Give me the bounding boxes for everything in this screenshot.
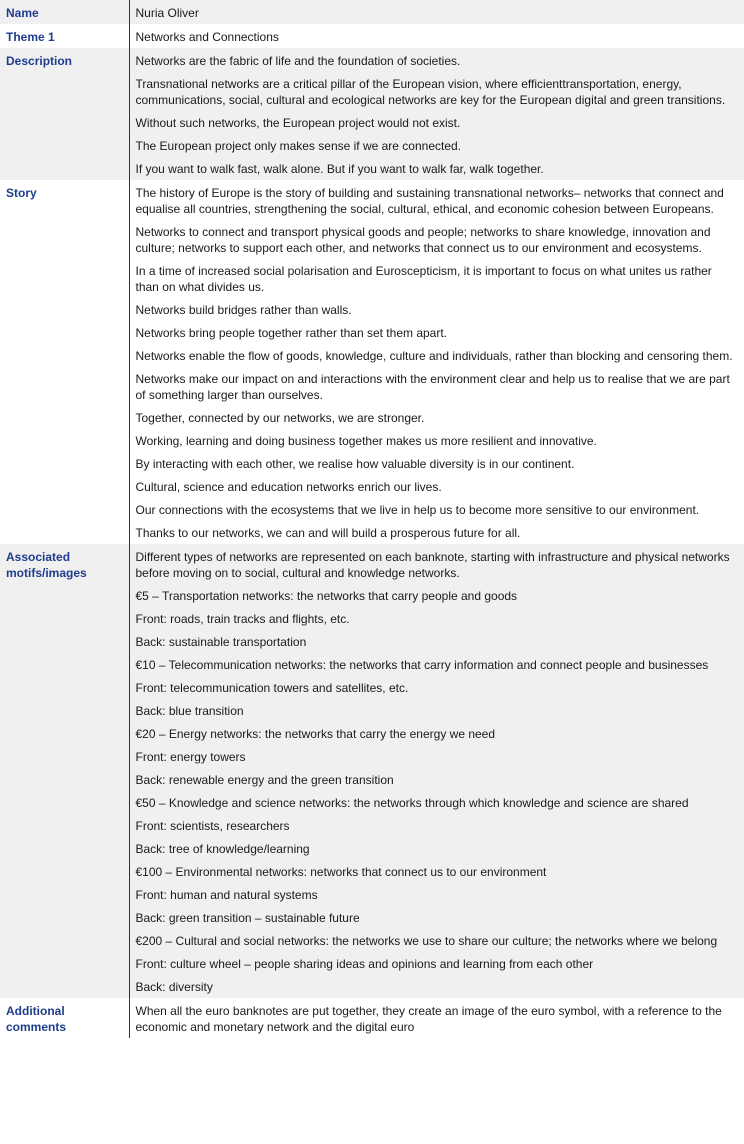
- name-value: Nuria Oliver: [129, 0, 744, 24]
- row-comments: [0, 998, 744, 1038]
- paragraph: The European project only makes sense if we are connected.: [135, 139, 462, 153]
- story-label: Story: [0, 180, 129, 544]
- paragraph: Back: green transition – sustainable future: [135, 911, 360, 925]
- row-theme: [0, 24, 744, 48]
- paragraph: Front: scientists, researchers: [135, 819, 290, 833]
- row-motifs: [0, 544, 744, 998]
- paragraph: Thanks to our networks, we can and will build a prosperous future for all.: [135, 526, 521, 540]
- paragraph: Cultural, science and education networks enrich our lives.: [135, 480, 442, 494]
- paragraph: Networks build bridges rather than walls.: [135, 303, 352, 317]
- paragraph: By interacting with each other, we realise how valuable diversity is in our continent.: [135, 457, 575, 471]
- paragraph: Front: telecommunication towers and satellites, etc.: [135, 681, 409, 695]
- paragraph: Front: culture wheel – people sharing ideas and opinions and learning from each other: [135, 957, 594, 971]
- paragraph: Back: diversity: [135, 980, 213, 994]
- paragraph: Networks are the fabric of life and the foundation of societies.: [135, 54, 461, 68]
- comments-label: Additional comments: [0, 998, 129, 1038]
- paragraph: €200 – Cultural and social networks: the networks we use to share our culture; the networks where we belong: [135, 934, 718, 948]
- paragraph: Front: roads, train tracks and flights, etc.: [135, 612, 350, 626]
- row-description: [0, 48, 744, 180]
- comments-value: When all the euro banknotes are put together, they create an image of the euro symbol, with a reference to the economic and monetary network and the digital euro: [135, 1004, 722, 1034]
- paragraph: €5 – Transportation networks: the networks that carry people and goods: [135, 589, 518, 603]
- paragraph: Networks make our impact on and interactions with the environment clear and help us to realise that we are part of something larger than ourselves.: [135, 372, 730, 402]
- name-label: Name: [0, 0, 129, 24]
- paragraph: €100 – Environmental networks: networks that connect us to our environment: [135, 865, 547, 879]
- paragraph: Together, connected by our networks, we are stronger.: [135, 411, 425, 425]
- paragraph: Working, learning and doing business together makes us more resilient and innovative.: [135, 434, 597, 448]
- paragraph: Front: energy towers: [135, 750, 246, 764]
- paragraph: In a time of increased social polarisation and Euroscepticism, it is important to focus on what unites us rather than on what divides us.: [135, 264, 712, 294]
- paragraph: €20 – Energy networks: the networks that carry the energy we need: [135, 727, 496, 741]
- motifs-label: Associated motifs/images: [0, 544, 129, 998]
- motifs-value: [129, 544, 744, 998]
- paragraph: Networks to connect and transport physical goods and people; networks to share knowledge, innovation and culture; networks to support each other, and networks that connect us to our environment and ecosystems.: [135, 225, 711, 255]
- paragraph: Back: tree of knowledge/learning: [135, 842, 310, 856]
- paragraph: Networks enable the flow of goods, knowledge, culture and individuals, rather than blocking and censoring them.: [135, 349, 733, 363]
- paragraph: The history of Europe is the story of building and sustaining transnational networks– networks that connect and equalise all countries, strengthening the social, cultural, ethical, and economic cohesion between Europeans.: [135, 186, 724, 216]
- paragraph: Transnational networks are a critical pillar of the European vision, where efficienttransportation, energy, communications, social, cultural and ecological networks are key for the European digital and green transitions.: [135, 77, 726, 107]
- paragraph: Back: blue transition: [135, 704, 244, 718]
- theme-value: Networks and Connections: [135, 30, 279, 44]
- theme-label: Theme 1: [0, 24, 129, 48]
- paragraph: €10 – Telecommunication networks: the networks that carry information and connect people and businesses: [135, 658, 709, 672]
- story-value: [129, 180, 744, 544]
- paragraph: Different types of networks are represented on each banknote, starting with infrastructure and physical networks before moving on to social, cultural and knowledge networks.: [135, 550, 730, 580]
- paragraph: Back: sustainable transportation: [135, 635, 307, 649]
- paragraph: Without such networks, the European project would not exist.: [135, 116, 461, 130]
- paragraph: Back: renewable energy and the green transition: [135, 773, 394, 787]
- row-name: [0, 0, 744, 24]
- paragraph: Our connections with the ecosystems that we live in help us to become more sensitive to our environment.: [135, 503, 700, 517]
- description-label: Description: [0, 48, 129, 180]
- description-value: [129, 48, 744, 180]
- paragraph: €50 – Knowledge and science networks: the networks through which knowledge and science are shared: [135, 796, 689, 810]
- paragraph: Front: human and natural systems: [135, 888, 318, 902]
- paragraph: If you want to walk fast, walk alone. But if you want to walk far, walk together.: [135, 162, 544, 176]
- row-story: [0, 180, 744, 544]
- paragraph: Networks bring people together rather than set them apart.: [135, 326, 448, 340]
